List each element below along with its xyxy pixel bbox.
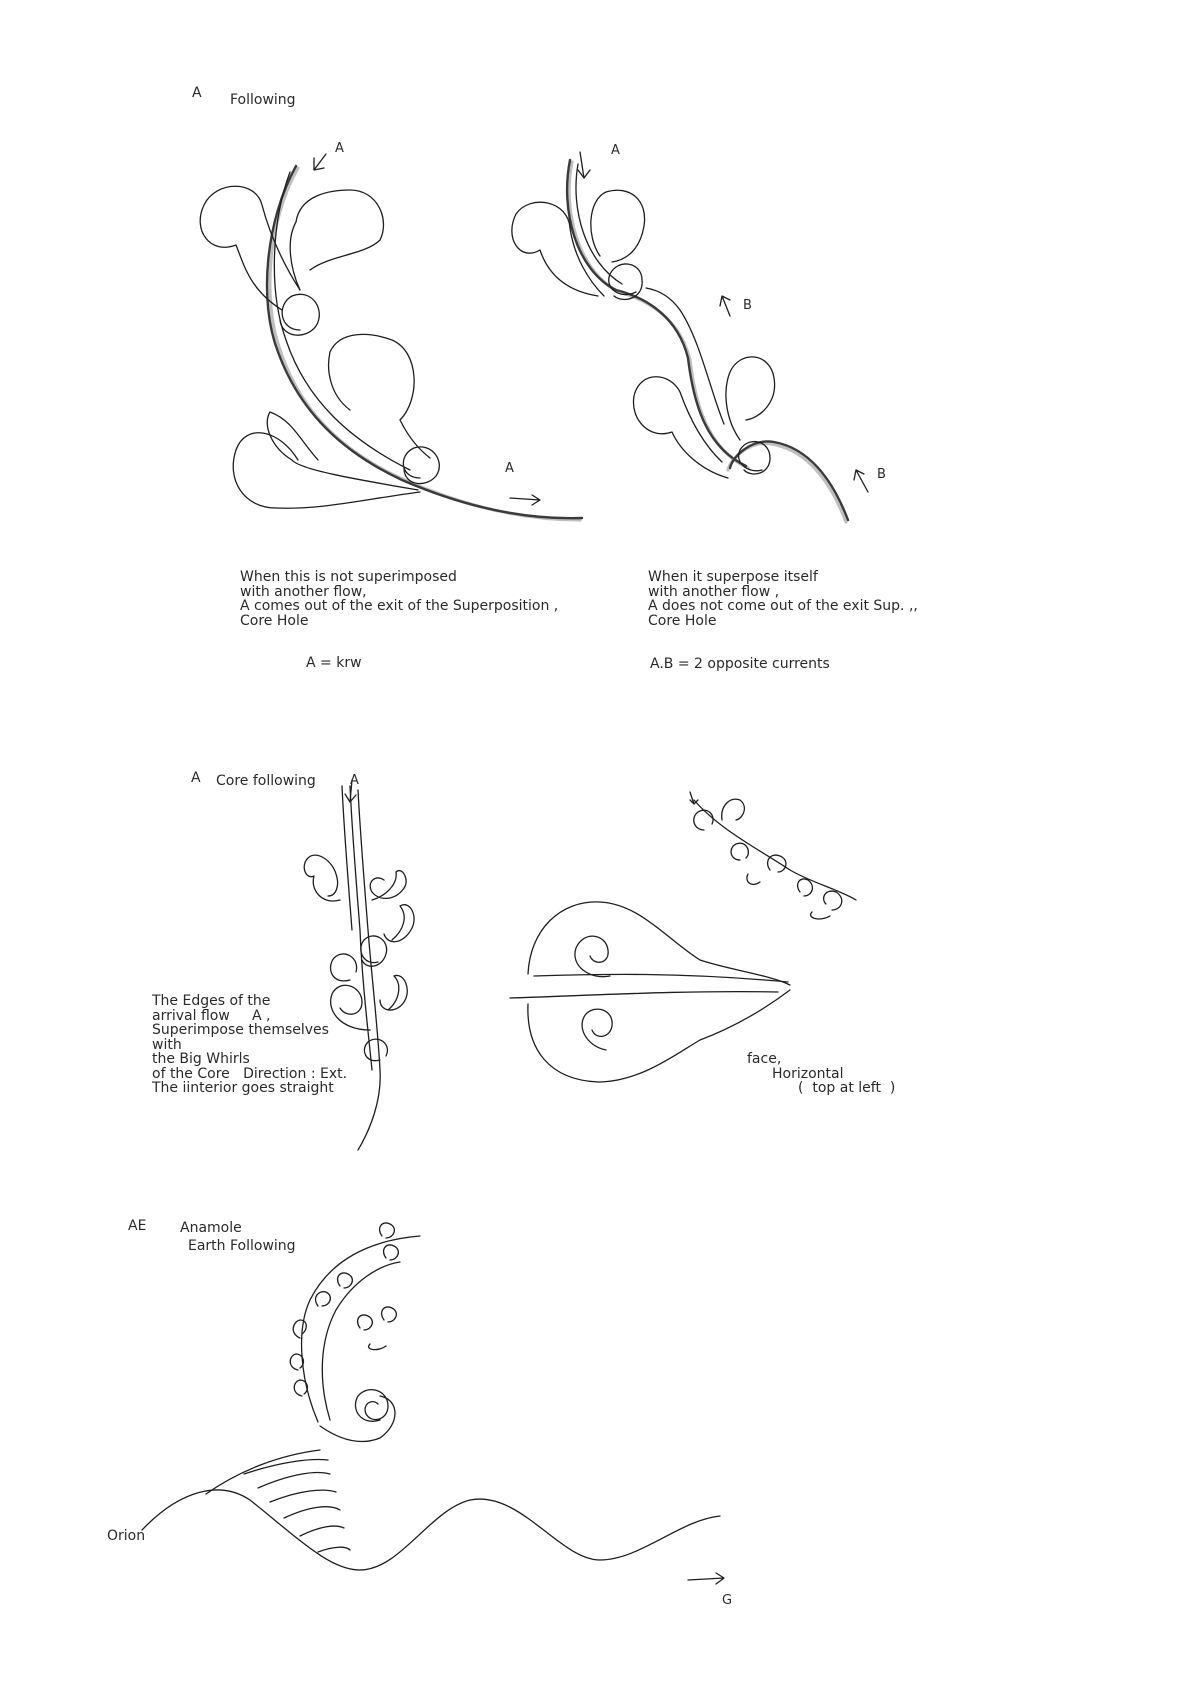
earth-ridge-4 (270, 1490, 336, 1502)
face-upper-body (528, 902, 790, 985)
whirl-top-right (370, 871, 406, 900)
section3-title-line-1: Anamole (180, 1220, 242, 1236)
orion-label: Orion (107, 1528, 146, 1544)
earth-ridge-3 (258, 1473, 330, 1488)
core-caption-line-6: of the Core Direction : Ext. (152, 1065, 348, 1082)
whirl-middle (329, 334, 430, 458)
chain-whirl-3 (731, 843, 748, 860)
core-caption-line-5: the Big Whirls (152, 1051, 250, 1067)
spiral-knot (355, 1390, 388, 1422)
small-whirl-chain (690, 792, 856, 919)
earth-ridge-6 (300, 1526, 344, 1536)
arrow-a-top (578, 152, 590, 178)
spiral-upper (575, 936, 610, 977)
core-curl-mid (361, 936, 387, 966)
leaf-whirl-3 (294, 1380, 307, 1396)
core-caption-line-2: arrival flow A , (152, 1007, 271, 1024)
chain-stream (694, 800, 856, 900)
whirl-top-right (290, 190, 383, 290)
core-curl-top (280, 294, 319, 335)
leaf-whirl-8 (369, 1344, 386, 1350)
leaf-whirl-5 (338, 1273, 353, 1288)
section3-letter: AE (128, 1218, 147, 1234)
right-caption-line-3: A does not come out of the exit Sup. ,, (648, 598, 918, 614)
left-caption-line-1: When this is not superimposed (240, 569, 457, 585)
face-caption-line-1: face, (747, 1051, 782, 1067)
chain-whirl-1 (694, 810, 713, 830)
face-inner-line (534, 974, 788, 982)
chain-whirl-2 (722, 799, 745, 820)
leaf-whirl-1 (293, 1320, 306, 1338)
main-flow-stroke (270, 168, 580, 520)
left-arrow-label-a-exit: A (505, 461, 514, 476)
arc-stream-inner (322, 1262, 400, 1420)
core-caption-line-4: with (152, 1036, 182, 1053)
whirl-bottom-right (726, 357, 775, 440)
whirl-top-right (591, 190, 645, 262)
right-arrow-label-b-bottom: B (877, 467, 886, 482)
arrow-b-bottom (854, 470, 868, 492)
core-caption-line-1: The Edges of the (152, 993, 271, 1009)
right-arrow-label-b-mid: B (743, 298, 752, 313)
arrow-a-exit (510, 495, 540, 505)
flow-a-stroke (569, 162, 748, 468)
earth-ridge-5 (284, 1507, 340, 1518)
flow-b-line (730, 441, 848, 520)
left-caption-line-3: A comes out of the exit of the Superposition , (240, 598, 559, 614)
right-caption-line-2: with another flow , (648, 583, 780, 600)
whirl-mid-right (384, 905, 414, 942)
chain-whirl-5 (747, 874, 760, 884)
whirl-bottom-big (233, 433, 420, 509)
right-equation: A.B = 2 opposite currents (650, 656, 830, 672)
section1-letter: A (192, 85, 202, 101)
core-curl-bottom (403, 447, 439, 484)
anamole-earth-diagram (142, 1220, 724, 1584)
left-arrow-label-a-top: A (335, 141, 344, 156)
whirl-lower-right (380, 975, 407, 1010)
face-lower-body (528, 990, 790, 1082)
core-curl-low (364, 1039, 387, 1061)
section2-letter: A (191, 770, 201, 786)
section2-title: Core following (216, 773, 316, 789)
face-caption-line-2: Horizontal (772, 1065, 844, 1082)
arc-stream-lower (320, 1396, 395, 1442)
section2-arrow-label: A (350, 773, 359, 788)
arrow-b-mid (720, 296, 730, 316)
core-caption-line-7: The iinterior goes straight (152, 1080, 334, 1096)
earth-ridge-7 (318, 1547, 350, 1552)
leaf-whirl-4 (316, 1292, 331, 1306)
whirl-mid-left (331, 954, 357, 981)
face-caption-line-3: ( top at left ) (798, 1080, 896, 1096)
left-equation: A = krw (306, 655, 362, 671)
g-arrow (688, 1573, 724, 1584)
main-flow-line (267, 166, 582, 518)
leaf-whirl-10 (384, 1245, 399, 1260)
right-flow-diagram (512, 152, 868, 522)
inner-flow-line (274, 172, 410, 470)
section1-title: Following (230, 92, 296, 108)
right-arrow-label-a-top: A (611, 143, 620, 158)
section3-title-line-2: Earth Following (188, 1238, 296, 1254)
g-arrow-label: G (722, 1593, 733, 1608)
chain-whirl-8 (811, 912, 830, 919)
leaf-whirl-9 (380, 1223, 395, 1238)
chain-whirl-4 (768, 855, 786, 872)
leaf-whirl-2 (290, 1354, 303, 1370)
core-curl-top (609, 264, 642, 300)
whirl-bottom-left (267, 412, 418, 490)
left-caption-line-2: with another flow, (240, 583, 367, 600)
whirl-top-left (200, 186, 300, 310)
left-flow-diagram (200, 154, 582, 520)
right-caption-line-4: Core Hole (648, 612, 717, 629)
leaf-whirl-6 (358, 1315, 373, 1330)
leaf-whirl-7 (382, 1307, 397, 1322)
earth-ridge-1 (206, 1450, 320, 1494)
whirl-top-left (304, 855, 340, 901)
chain-whirl-6 (798, 879, 813, 896)
earth-wave-line (142, 1490, 720, 1570)
arrival-flow-line-3 (358, 790, 368, 930)
left-caption-line-4: Core Hole (240, 612, 309, 629)
chain-whirl-7 (824, 891, 842, 910)
right-caption-line-1: When it superpose itself (648, 569, 818, 585)
whirl-bottom-left (633, 377, 728, 478)
face-axis-line (510, 992, 778, 998)
arrow-a-top (314, 154, 326, 170)
core-caption-line-3: Superimpose themselves (152, 1022, 329, 1038)
spiral-lower (582, 1009, 612, 1050)
